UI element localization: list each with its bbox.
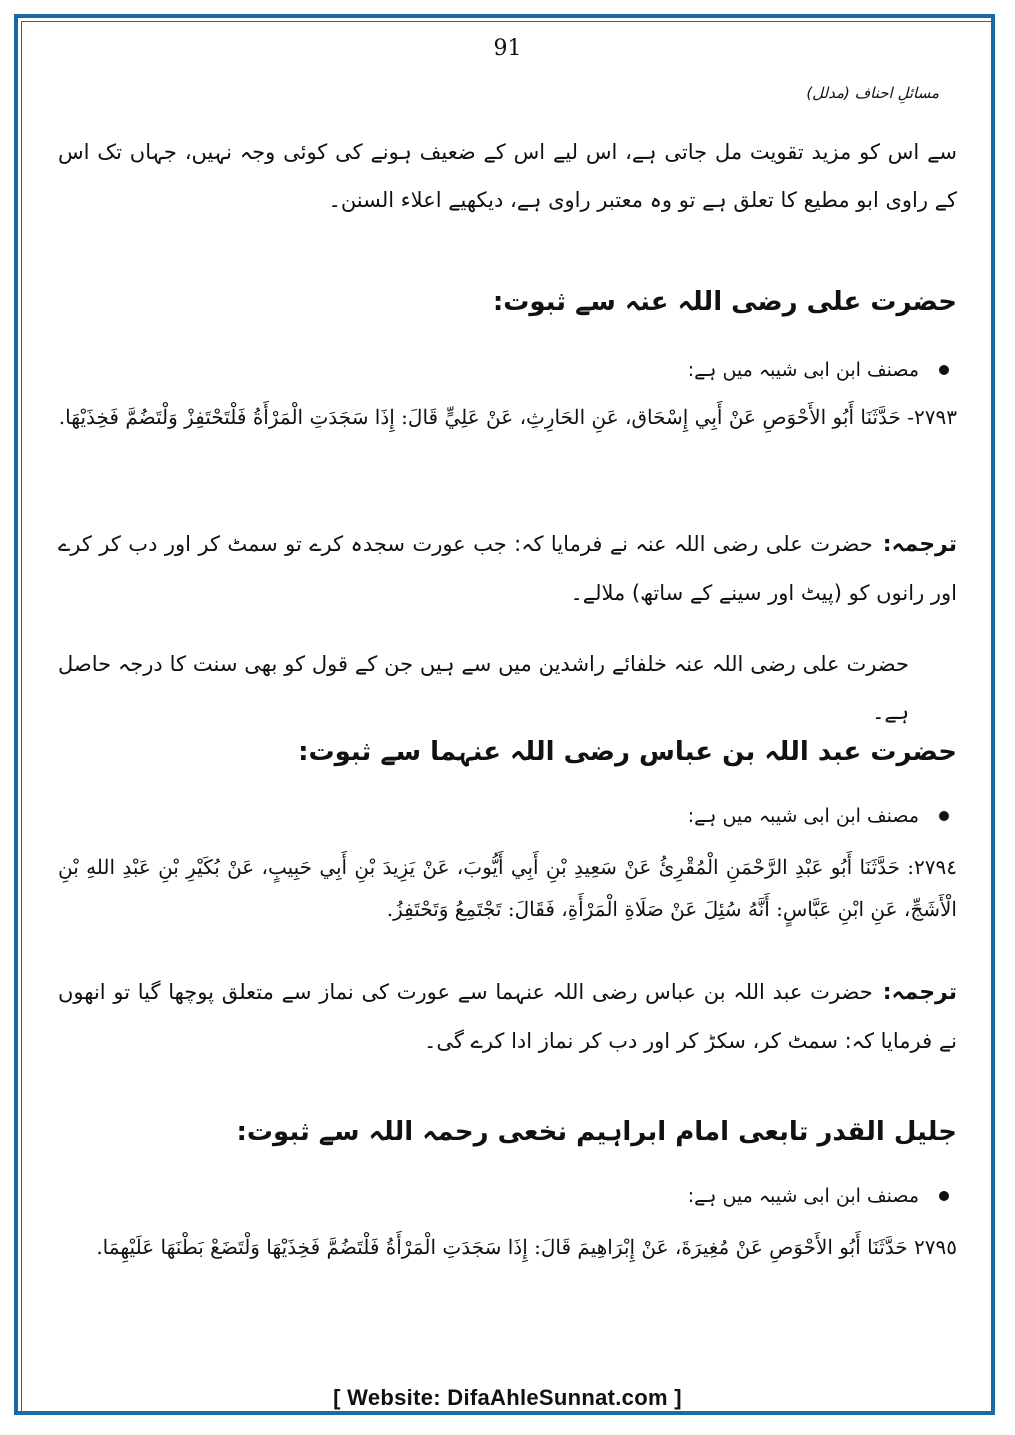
section-ibn-abbas — [58, 732, 957, 772]
translation-text: حضرت عبد اللہ بن عباس رضی اللہ عنہما سے عورت کی نماز سے متعلق پوچھا گیا تو انھوں نے فرمایا کہ: سمٹ کر، سکڑ کر اور دب کر نماز ادا کرے گی۔ — [58, 980, 957, 1053]
translation-label: ترجمہ: — [882, 980, 957, 1005]
bullet-icon — [939, 1191, 949, 1201]
page-number: 91 — [493, 36, 522, 61]
section-ali — [58, 282, 957, 322]
hadith-arabic-block — [58, 846, 957, 930]
note-block — [58, 640, 957, 736]
bullet-icon — [939, 811, 949, 821]
bullet-icon — [939, 365, 949, 375]
hadith-arabic-block — [58, 396, 957, 438]
hadith-arabic: ٢٧٩٥ حَدَّثَنَا أَبُو الأَحْوَصِ عَنْ مُغِيرَةَ، عَنْ إِبْرَاهِيمَ قَالَ: إِذَا سَجَدَتِ الْمَرْأَةُ فَلْتَضُمَّ فَخِذَيْهَا وَلْتَضَعْ بَطْنَهَا عَلَيْهِمَا. — [96, 1235, 957, 1259]
translation-text: حضرت علی رضی اللہ عنہ نے فرمایا کہ: جب عورت سجدہ کرے تو سمٹ کر اور دب کر کرے اور رانوں کو (پیٹ اور سینے کے ساتھ) ملالے۔ — [58, 532, 957, 605]
hadith-arabic: ٢٧٩٤: حَدَّثَنَا أَبُو عَبْدِ الرَّحْمَنِ الْمُقْرِئُ عَنْ سَعِيدِ بْنِ أَبِي أَيُّوبَ، عَنْ يَزِيدَ بْنِ أَبِي حَبِيبٍ، عَنْ بُكَيْرِ بْنِ عَبْدِ اللهِ بْنِ الْأَشَجِّ، عَنِ ابْنِ عَبَّاسٍ: أَنَّهُ سُئِلَ عَنْ صَلَاةِ الْمَرْأَةِ، فَقَالَ: تَجْتَمِعُ وَتَحْتَفِزُ. — [58, 855, 957, 921]
note-text: حضرت علی رضی اللہ عنہ خلفائے راشدین میں سے ہیں جن کے قول کو بھی سنت کا درجہ حاصل ہے۔ — [58, 652, 909, 724]
intro-block — [58, 128, 957, 224]
source-text: مصنف ابن ابی شیبہ میں ہے: — [687, 1185, 919, 1207]
source-line — [58, 1178, 957, 1214]
translation-block — [58, 968, 957, 1065]
source-text: مصنف ابن ابی شیبہ میں ہے: — [687, 805, 919, 827]
translation-block — [58, 520, 957, 617]
section-nakhai — [58, 1112, 957, 1152]
section-heading: جلیل القدر تابعی امام ابراہیم نخعی رحمہ اللہ سے ثبوت: — [236, 1117, 957, 1147]
website-footer: [ Website: DifaAhleSunnat.com ] — [333, 1385, 682, 1410]
source-text: مصنف ابن ابی شیبہ میں ہے: — [687, 359, 919, 381]
hadith-arabic: ٢٧٩٣- حَدَّثَنَا أَبُو الأَحْوَصِ عَنْ أَبِي إِسْحَاق، عَنِ الحَارِثِ، عَنْ عَلِيٍّ قَالَ: إِذَا سَجَدَتِ الْمَرْأَةُ فَلْتَحْتَفِزْ وَلْتَضُمَّ فَخِذَيْهَا. — [58, 405, 957, 429]
hadith-arabic-block — [58, 1226, 957, 1268]
source-line — [58, 352, 957, 388]
section-heading: حضرت علی رضی اللہ عنہ سے ثبوت: — [492, 287, 957, 317]
source-line — [58, 798, 957, 834]
running-head: مسائلِ احناف (مدلل) — [806, 84, 939, 102]
intro-paragraph: سے اس کو مزید تقویت مل جاتی ہے، اس لیے اس کے ضعیف ہونے کی کوئی وجہ نہیں، جہاں تک اس کے راوی ابو مطیع کا تعلق ہے تو وہ معتبر راوی ہے، دیکھیے اعلاء السنن۔ — [58, 140, 957, 212]
section-heading: حضرت عبد اللہ بن عباس رضی اللہ عنہما سے ثبوت: — [298, 737, 957, 767]
translation-label: ترجمہ: — [882, 532, 957, 557]
